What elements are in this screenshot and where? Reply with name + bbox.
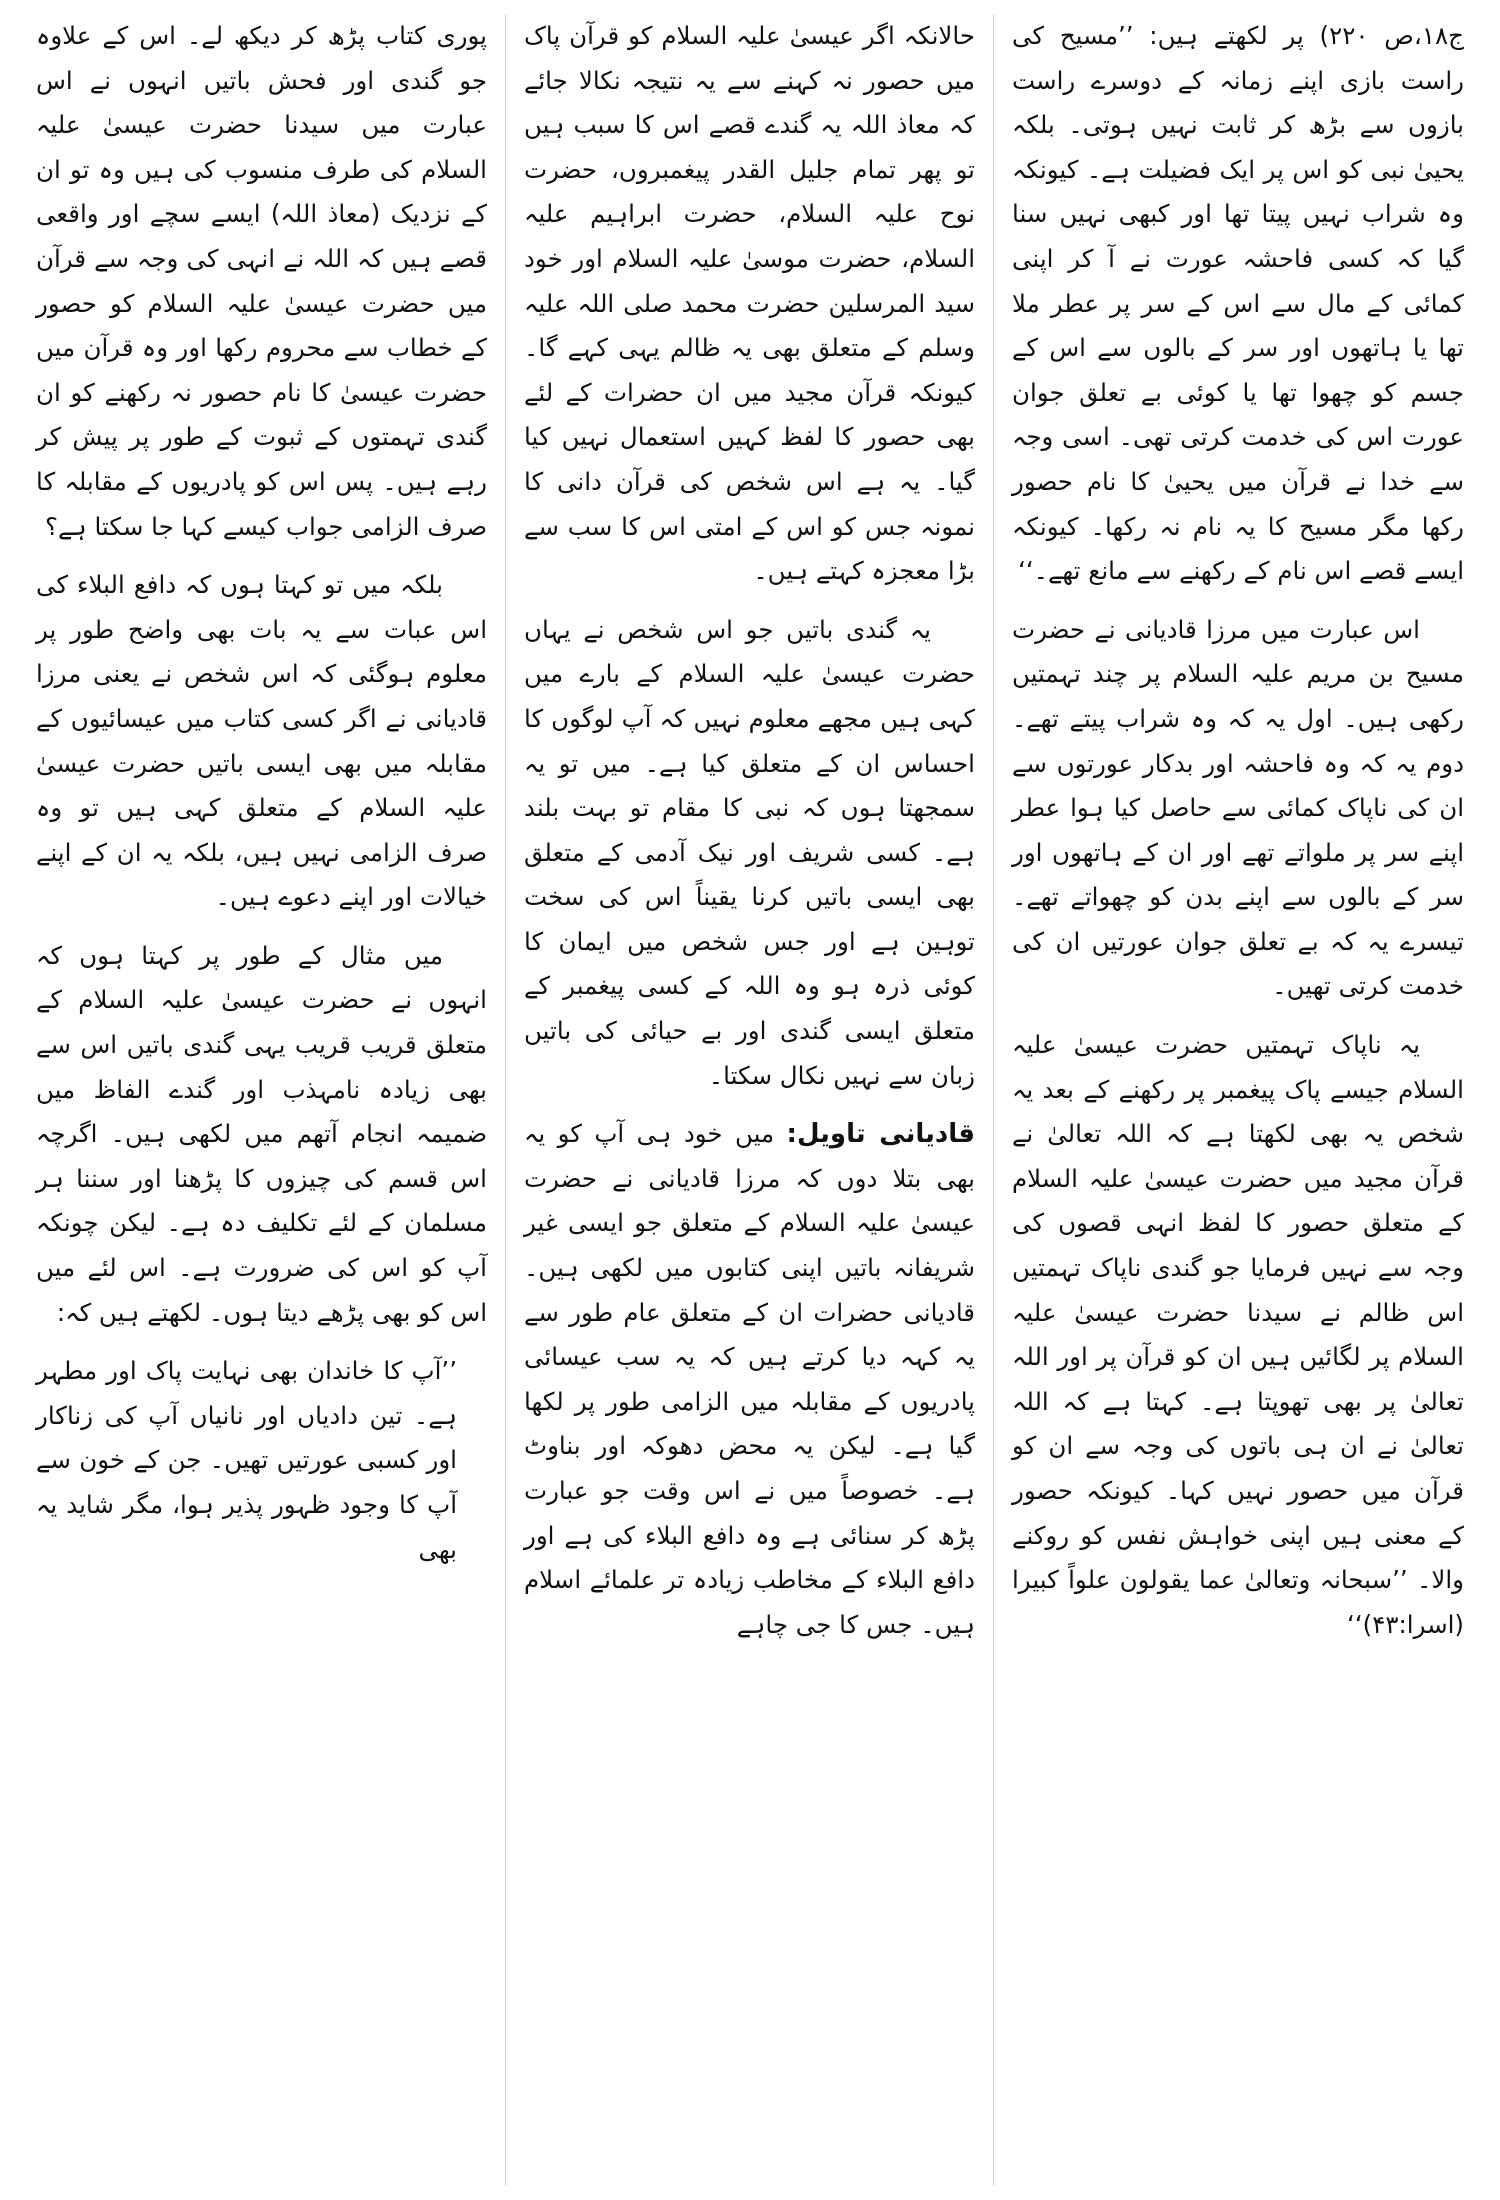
paragraph: حالانکہ اگر عیسیٰ علیہ السلام کو قرآن پاک میں حصور نہ کہنے سے یہ نتیجہ نکالا جائے کہ معاذ اللہ یہ گندے قصے اس کا سبب ہیں تو پھر تمام جلیل القدر پیغمبروں، حضرت نوح علیہ السلام، حضرت ابراہیم علیہ السلام، حضرت موسیٰ علیہ السلام اور خود سید المرسلین حضرت محمد صلی اللہ علیہ وسلم کے متعلق بھی یہ ظالم یہی کہے گا۔ کیونکہ قرآن مجید میں ان حضرات کے لئے بھی حصور کا لفظ کہیں استعمال نہیں کیا گیا۔ یہ ہے اس شخص کی قرآن دانی کا نمونہ جس کو اس کے امتی اس کا سب سے بڑا معجزہ کہتے ہیں۔	[524, 21, 975, 586]
paragraph-with-subheading	[524, 1112, 975, 1647]
paragraph: بلکہ میں تو کہتا ہوں کہ دافع البلاء کی اس عبات سے یہ بات بھی واضح طور پر معلوم ہوگئی کہ اس شخص نے یعنی مرزا قادیانی نے اگر کسی کتاب میں عیسائیوں کے مقابلہ میں بھی ایسی باتیں حضرت عیسیٰ علیہ السلام کے متعلق کہی ہیں تو وہ صرف الزامی نہیں ہیں، بلکہ یہ ان کے اپنے خیالات اور اپنے دعوے ہیں۔	[36, 570, 487, 912]
subheading: قادیانی تاویل:	[786, 1119, 976, 1150]
paragraph: میں مثال کے طور پر کہتا ہوں کہ انہوں نے حضرت عیسیٰ علیہ السلام کے متعلق قریب قریب یہی گندی باتیں اس سے بھی زیادہ نامہذب اور گندے الفاظ میں ضمیمہ انجام آتھم میں لکھی ہیں۔ اگرچہ اس قسم کی چیزوں کا پڑھنا اور سننا ہر مسلمان کے لئے تکلیف دہ ہے۔ لیکن چونکہ آپ کو اس کی ضرورت ہے۔ اس لئے میں اس کو بھی پڑھے دیتا ہوں۔ لکھتے ہیں کہ:	[36, 940, 487, 1327]
paragraph: یہ ناپاک تہمتیں حضرت عیسیٰ علیہ السلام جیسے پاک پیغمبر پر رکھنے کے بعد یہ شخص یہ بھی لکھتا ہے کہ اللہ تعالیٰ نے قرآن مجید میں حضرت عیسیٰ علیہ السلام کے متعلق حصور کا لفظ انہی قصوں کی وجہ سے نہیں فرمایا جو گندی ناپاک تہمتیں اس ظالم نے سیدنا حضرت عیسیٰ علیہ السلام پر لگائیں ہیں ان کو قرآن پر اور اللہ تعالیٰ پر بھی تھوپتا ہے۔ کہتا ہے کہ اللہ تعالیٰ نے ان ہی باتوں کی وجہ سے ان کو قرآن میں حصور نہیں کہا۔ کیونکہ حصور کے معنی ہیں اپنی خواہش نفس کو روکنے والا۔ ’’سبحانہ وتعالیٰ عما یقولون علواً کبیرا (اسرا:۴۳)‘‘	[1012, 1030, 1464, 1639]
text-column-right	[994, 14, 1482, 2186]
paragraph: پوری کتاب پڑھ کر دیکھ لے۔ اس کے علاوہ جو گندی اور فحش باتیں انہوں نے اس عبارت میں سیدنا حضرت عیسیٰ علیہ السلام کی طرف منسوب کی ہیں وہ تو ان کے نزدیک (معاذ اللہ) ایسے سچے اور واقعی قصے ہیں کہ اللہ نے انہی کی وجہ سے قرآن میں حضرت عیسیٰ علیہ السلام کو حصور کے خطاب سے محروم رکھا اور وہ قرآن میں حضرت عیسیٰ کا نام حصور نہ رکھنے کو ان گندی تہمتوں کے ثبوت کے طور پر پیش کر رہے ہیں۔ پس اس کو پادریوں کے مقابلہ کا صرف الزامی جواب کیسے کہا جا سکتا ہے؟	[36, 21, 487, 541]
text-column-left	[18, 14, 506, 2186]
paragraph: اس عبارت میں مرزا قادیانی نے حضرت مسیح بن مریم علیہ السلام پر چند تہمتیں رکھی ہیں۔ اول یہ کہ وہ شراب پیتے تھے۔ دوم یہ کہ وہ فاحشہ اور بدکار عورتوں سے ان کی ناپاک کمائی سے حاصل کیا ہوا عطر اپنے سر پر ملواتے تھے اور ان کے ہاتھوں اور سر کے بالوں سے اپنے بدن کو چھواتے تھے۔ تیسرے یہ کہ بے تعلق جوان عورتیں ان کی خدمت کرتی تھیں۔	[1012, 614, 1464, 1001]
paragraph: یہ گندی باتیں جو اس شخص نے یہاں حضرت عیسیٰ علیہ السلام کے بارے میں کہی ہیں مجھے معلوم نہیں کہ آپ لوگوں کا احساس ان کے متعلق کیا ہے۔ میں تو یہ سمجھتا ہوں کہ نبی کا مقام تو بہت بلند ہے۔ کسی شریف اور نیک آدمی کے متعلق بھی ایسی باتیں کرنا یقیناً اس کی سخت توہین ہے اور جس شخص میں ایمان کا کوئی ذرہ ہو وہ اللہ کے کسی پیغمبر کے متعلق ایسی گندی اور بے حیائی کی باتیں زبان سے نہیں نکال سکتا۔	[524, 614, 975, 1090]
text-column-middle	[506, 14, 994, 2186]
block-quote: ’’آپ کا خاندان بھی نہایت پاک اور مطہر ہے۔ تین دادیاں اور نانیاں آپ کی زناکار اور کسبی عورتیں تھیں۔ جن کے خون سے آپ کا وجود ظہور پذیر ہوا، مگر شاید یہ بھی	[36, 1356, 457, 1564]
paragraph: ج۱۸،ص ۲۲۰) پر لکھتے ہیں: ’’مسیح کی راست بازی اپنے زمانہ کے دوسرے راست بازوں سے بڑھ کر ثابت نہیں ہوتی۔ بلکہ یحییٰ نبی کو اس پر ایک فضیلت ہے۔ کیونکہ وہ شراب نہیں پیتا تھا اور کبھی نہیں سنا گیا کہ کسی فاحشہ عورت نے آ کر اپنی کمائی کے مال سے اس کے سر پر عطر ملا تھا یا ہاتھوں اور سر کے بالوں سے اس کے جسم کو چھوا تھا یا کوئی بے تعلق جوان عورت اس کی خدمت کرتی تھی۔ اسی وجہ سے خدا نے قرآن میں یحییٰ کا نام حصور رکھا مگر مسیح کا یہ نام نہ رکھا۔ کیونکہ ایسے قصے اس نام کے رکھنے سے مانع تھے۔‘‘	[1012, 21, 1464, 586]
paragraph-text: میں خود ہی آپ کو یہ بھی بتلا دوں کہ مرزا قادیانی نے حضرت عیسیٰ علیہ السلام کے متعلق جو ایسی غیر شریفانہ باتیں اپنی کتابوں میں لکھی ہیں۔ قادیانی حضرات ان کے متعلق عام طور سے یہ کہہ دیا کرتے ہیں کہ یہ سب عیسائی پادریوں کے مقابلہ میں الزامی طور پر لکھا گیا ہے۔ لیکن یہ محض دھوکہ اور بناوٹ ہے۔ خصوصاً میں نے اس وقت جو عبارت پڑھ کر سنائی ہے وہ دافع البلاء کی ہے اور دافع البلاء کے مخاطب زیادہ تر علمائے اسلام ہیں۔ جس کا جی چاہے	[524, 1119, 975, 1639]
document-page	[18, 14, 1482, 2186]
